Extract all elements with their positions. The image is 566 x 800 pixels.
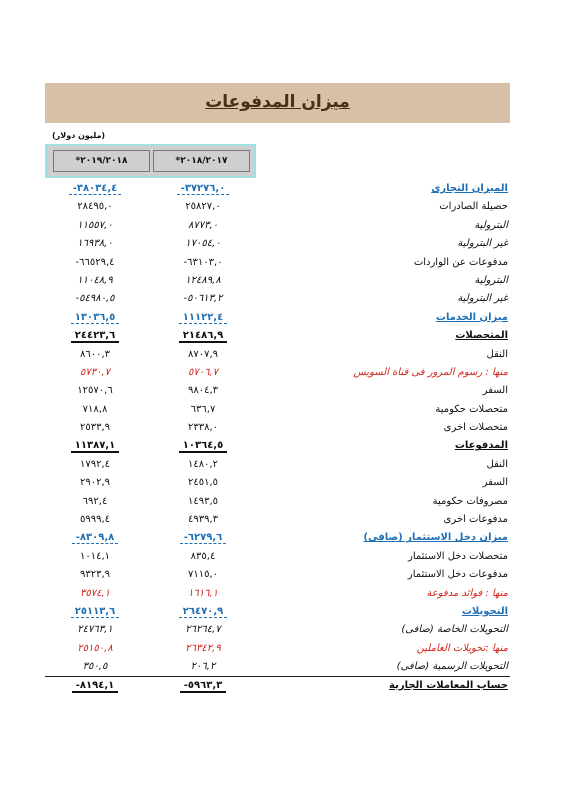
value-2018-text: ۷۱۱٥,۰: [187, 569, 219, 581]
row-label: الميزان التجارى: [431, 183, 508, 194]
value-2018-text: ۹۸۰٤,۳: [187, 385, 219, 397]
value-2018-text: ۱٦۱٦,۱: [187, 587, 219, 599]
value-2019: [45, 238, 145, 249]
value-2019: [45, 293, 145, 304]
value-2019: [45, 496, 145, 507]
value-2019: [45, 349, 145, 360]
value-2019: [45, 330, 145, 341]
value-2018-text: ۲۰٦,۲: [190, 661, 216, 673]
table-row: [45, 217, 510, 235]
row-label: السفر: [482, 477, 508, 489]
value-2018: [153, 643, 253, 654]
table-row: [45, 198, 510, 216]
value-2019-text: ۱۷۹۲,٤: [79, 458, 111, 470]
value-2019: [45, 220, 145, 231]
value-2019-text: -۸۱۹٤,۱: [72, 680, 118, 693]
table-row: [45, 364, 510, 382]
value-2018-text: ۲٦۳٤۲,۹: [185, 642, 221, 654]
row-label: التحويلات: [461, 605, 508, 617]
table-row: [45, 309, 510, 327]
value-2018: [153, 551, 253, 562]
row-label: مدفوعات دخل الاستثمار: [407, 569, 508, 581]
value-2018: [153, 422, 253, 433]
row-label: متحصلات دخل الاستثمار: [408, 550, 508, 562]
value-2019: [45, 569, 145, 580]
row-label: منها :تحويلات العاملين: [416, 642, 508, 654]
value-2019-text: ۲٥۳۳,۹: [79, 422, 111, 434]
value-2018: [153, 532, 253, 543]
value-2018: [153, 220, 253, 231]
value-2019-text: ۳٥۰,٥: [82, 661, 108, 673]
row-label: المدفوعات: [454, 440, 508, 452]
value-2018-text: ۲۱٤۸٦,۹: [179, 330, 227, 343]
row-label: النقل: [486, 348, 508, 360]
row-label: النقل: [486, 458, 508, 470]
table-row: [45, 529, 510, 547]
table-row: [45, 474, 510, 492]
row-label: حساب المعاملات الجارية: [389, 679, 508, 691]
row-label: مدفوعات اخرى: [443, 514, 508, 526]
value-2019-text: ۱٦۹۳۸,۰: [77, 238, 113, 250]
value-2019: [45, 624, 145, 635]
value-2019: [45, 440, 145, 451]
column-header-2018: *۲۰۱۸/۲۰۱۷: [153, 150, 250, 172]
value-2018: [153, 293, 253, 304]
table-row: [45, 640, 510, 658]
column-header-2019: *۲۰۱۹/۲۰۱۸: [53, 150, 150, 172]
value-2018: [153, 477, 253, 488]
value-2019-text: -۳۸۰۳٤,٤: [69, 183, 122, 195]
value-2019-text: ٦۹۲,٤: [82, 495, 108, 507]
value-2019-text: -٥٤۹۸۰,٥: [75, 293, 115, 305]
value-2019: [45, 201, 145, 212]
value-2019: [45, 680, 145, 691]
value-2019-text: ۲۸٤۹٥,۰: [77, 201, 113, 213]
row-label: منها : رسوم المرور فى قناة السويس: [353, 366, 508, 378]
value-2018: [153, 312, 253, 323]
row-label: التحويلات الرسمية (صافى): [396, 661, 508, 673]
value-2019: [45, 532, 145, 543]
value-2019-text: ۱۱۳۸۷,۱: [71, 440, 119, 453]
value-2018-text: ٦۳٦,۷: [190, 403, 216, 415]
value-2018: [153, 238, 253, 249]
value-2018: [153, 459, 253, 470]
row-label: غير البترولية: [457, 238, 508, 250]
table-row: [45, 511, 510, 529]
value-2019-text: -٦٦٥۲۹,٤: [75, 256, 115, 268]
value-2019-text: -۸۳۰۹,۸: [72, 532, 118, 544]
value-2019-text: ۷۱۸,۸: [82, 403, 108, 415]
row-label: ميزان الخدمات: [435, 311, 508, 323]
value-2018-text: ۲٦٢٦٤,۷: [185, 624, 221, 636]
value-2019-text: ۱۲٥۷۰,٦: [77, 385, 113, 397]
value-2018: [153, 367, 253, 378]
value-2018-text: -٥۰٦۱۳,۲: [183, 293, 223, 305]
value-2018: [153, 440, 253, 451]
value-2018: [153, 257, 253, 268]
row-label: مدفوعات عن الواردات: [413, 256, 508, 268]
table-row: [45, 603, 510, 621]
table-row: [45, 566, 510, 584]
value-2018-text: ۲٥۸۲۷,۰: [185, 201, 221, 213]
value-2018-text: -٦۳۱۰۳,۰: [183, 256, 223, 268]
value-2018-text: ۲٦٤۷۰,۹: [179, 606, 227, 618]
value-2018: [153, 275, 253, 286]
value-2019-text: ۱۰۱٤,۱: [79, 550, 111, 562]
value-2018-text: ۱۷۰٥٤,۰: [185, 238, 221, 250]
value-2018: [153, 330, 253, 341]
table-row: [45, 621, 510, 639]
value-2019-text: ۲٥۱٥۰,۸: [77, 642, 113, 654]
table-row: [45, 401, 510, 419]
table-row: [45, 290, 510, 308]
value-2018-text: ٥۷۰٦,۷: [187, 366, 219, 378]
value-2018: [153, 588, 253, 599]
table-row: [45, 235, 510, 253]
value-2018: [153, 385, 253, 396]
value-2018: [153, 569, 253, 580]
value-2019: [45, 588, 145, 599]
row-label: مصروفات حكومية: [432, 495, 508, 507]
value-2019: [45, 551, 145, 562]
value-2019-text: ۲٥۱۱۳,٦: [71, 606, 119, 618]
value-2018: [153, 404, 253, 415]
value-2019: [45, 183, 145, 194]
value-2018-text: ۱٤۸۰,۲: [187, 458, 219, 470]
value-2018-text: ۲۳۳۸,۰: [187, 422, 219, 434]
value-2018: [153, 680, 253, 691]
row-label: غير البترولية: [457, 293, 508, 305]
value-2018-text: ۱۲٤۸۹,۸: [185, 274, 221, 286]
value-2018-text: -٦۲۷۹,٦: [180, 532, 226, 544]
value-2018-text: ۸۷۰۷,۹: [187, 348, 219, 360]
value-2019-text: ٥۷۳۰,۷: [79, 366, 111, 378]
value-2018-text: ۱٤۹۳,٥: [187, 495, 219, 507]
value-2018-text: -٥۹٦۳,۳: [180, 680, 227, 693]
table-row: [45, 658, 510, 676]
column-header-box: [45, 144, 256, 178]
value-2019-text: ۹۳۲۳,۹: [79, 569, 111, 581]
row-label: منها : فوائد مدفوعة: [426, 587, 508, 599]
value-2019: [45, 606, 145, 617]
value-2019-text: ۲٤۷٦۳,۱: [77, 624, 113, 636]
value-2019: [45, 312, 145, 323]
value-2019-text: ٥۹۹۹,٤: [79, 514, 111, 526]
value-2019-text: ۳٥۷٤,۱: [79, 587, 111, 599]
table-row: [45, 180, 510, 198]
value-2018-text: -۳۷۲۷٦,۰: [177, 183, 230, 195]
value-2019-text: ۱۳۰۳٦,٥: [71, 312, 119, 324]
table-row: [45, 548, 510, 566]
value-2019: [45, 459, 145, 470]
unit-label: (مليون دولار): [52, 131, 106, 140]
bottom-rule: [45, 676, 510, 677]
value-2018-text: ۱۰۳٦٤,٥: [179, 440, 227, 453]
value-2019-text: ۱۱۰٤۸,۹: [77, 274, 113, 286]
table-row: [45, 419, 510, 437]
value-2019: [45, 422, 145, 433]
value-2019: [45, 385, 145, 396]
row-label: السفر: [482, 385, 508, 397]
title-banner: [45, 83, 510, 123]
row-label: متحصلات حكومية: [435, 403, 508, 415]
value-2018-text: ٤۹۳۹,۳: [187, 514, 219, 526]
value-2019: [45, 404, 145, 415]
page-title: ميزان المدفوعات: [205, 92, 350, 112]
value-2019: [45, 661, 145, 672]
value-2018: [153, 349, 253, 360]
table-row: [45, 493, 510, 511]
balance-table: [45, 180, 510, 695]
row-label: المتحصلات: [455, 330, 508, 342]
value-2018: [153, 201, 253, 212]
value-2019: [45, 514, 145, 525]
value-2019-text: ۱۱٥٥۷,۰: [77, 219, 113, 231]
table-row: [45, 272, 510, 290]
value-2018-text: ۱۱۱۲۲,٤: [179, 312, 227, 324]
value-2019-text: ۸٦۰۰,۳: [79, 348, 111, 360]
value-2018-text: ۲٤٥۱,٥: [187, 477, 219, 489]
table-row: [45, 677, 510, 695]
table-row: [45, 456, 510, 474]
table-row: [45, 327, 510, 345]
table-row: [45, 382, 510, 400]
value-2018: [153, 624, 253, 635]
value-2019-text: ۲٤٤۲۳,٦: [71, 330, 119, 343]
row-label: ميزان دخل الاستثمار (صافى): [363, 532, 508, 544]
table-row: [45, 346, 510, 364]
value-2019: [45, 367, 145, 378]
value-2018: [153, 606, 253, 617]
value-2019: [45, 477, 145, 488]
table-row: [45, 437, 510, 455]
row-label: حصيلة الصادرات: [439, 201, 508, 213]
value-2018: [153, 661, 253, 672]
row-label: البترولية: [474, 219, 508, 231]
value-2018-text: ۸۳٥,٤: [190, 550, 216, 562]
value-2019-text: ۲۹۰۲,۹: [79, 477, 111, 489]
table-row: [45, 585, 510, 603]
row-label: التحويلات الخاصة (صافى): [401, 624, 508, 636]
value-2018: [153, 514, 253, 525]
row-label: البترولية: [474, 274, 508, 286]
table-row: [45, 254, 510, 272]
value-2018: [153, 183, 253, 194]
value-2019: [45, 643, 145, 654]
row-label: متحصلات اخرى: [443, 422, 508, 434]
value-2019: [45, 257, 145, 268]
value-2018-text: ۸۷۷۳,۰: [187, 219, 219, 231]
value-2018: [153, 496, 253, 507]
value-2019: [45, 275, 145, 286]
